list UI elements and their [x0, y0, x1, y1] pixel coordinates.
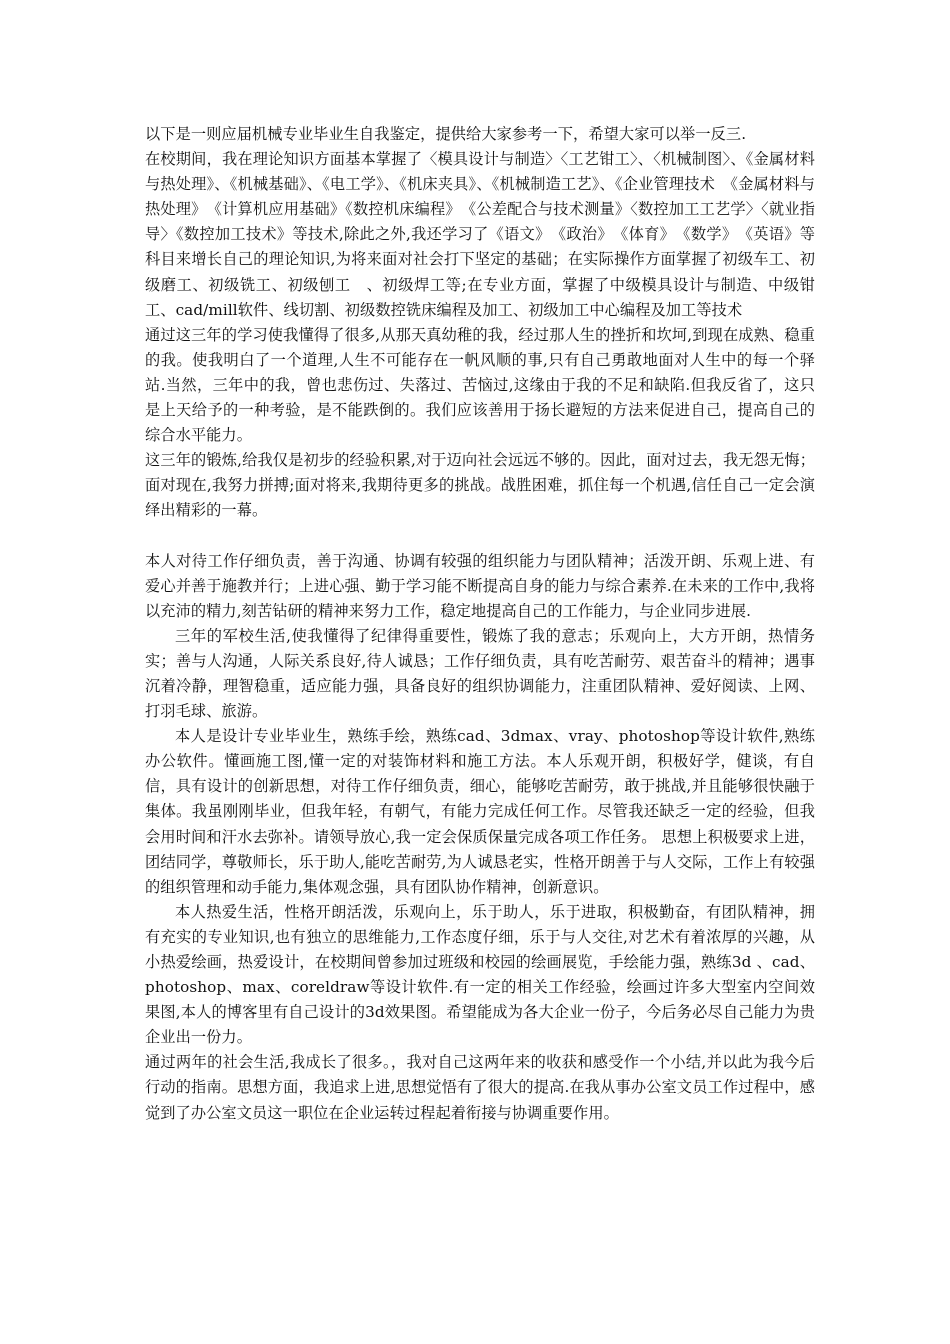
- document-page: [145, 122, 815, 1126]
- social-life-paragraph: 通过两年的社会生活,我成长了很多。，我对自己这两年来的收获和感受作一个小结,并以此为我今后行动的指南。思想方面，我追求上进,思想觉悟有了很大的提高.在我从事办公室文员工作过程中，感觉到了办公室文员这一职位在企业运转过程起着衔接与协调重要作用。: [145, 1053, 815, 1122]
- military-school-paragraph: 三年的军校生活,使我懂得了纪律得重要性，锻炼了我的意志；乐观向上，大方开朗，热情务实；善与人沟通，人际关系良好,待人诚恳；工作仔细负责，具有吃苦耐劳、艰苦奋斗的精神；遇事沉着冷静，理智稳重，适应能力强，具备良好的组织协调能力，注重团队精神、爱好阅读、上网、打羽毛球、旅游。: [145, 626, 815, 721]
- blank-line: [145, 524, 815, 549]
- work-attitude-paragraph: 本人对待工作仔细负责，善于沟通、协调有较强的组织能力与团队精神；活泼开朗、乐观上进、有爱心并善于施教并行；上进心强、勤于学习能不断提高自身的能力与综合素养.在未来的工作中,我将以充沛的精力,刻苦钻研的精神来努力工作，稳定地提高自己的工作能力，与企业同步进展.: [145, 551, 815, 620]
- study-paragraph: 在校期间，我在理论知识方面基本掌握了〈模具设计与制造〉〈工艺钳工〉、〈机械制图〉、《金属材料与热处理》、《机械基础》、《电工学》、《机床夹具》、《机械制造工艺》、《企业管理技术 《金属材料与热处理》 《计算机应用基础》《数控机床编程》 《公差配合与技术测量》〈数控加工工艺学〉〈就业指导〉《数控加工技术》等技术,除此之外,我还学习了《语文》 《政治》 《体育》 《数学》 《英语》等科目来增长自己的理论知识,为将来面对社会打下坚定的基础；在实际操作方面掌握了初级车工、初级磨工、初级铣工、初级刨工 、初级焊工等;在专业方面，掌握了中级模具设计与制造、中级钳工、cad/mill软件、线切割、初级数控铣床编程及加工、初级加工中心编程及加工等技术: [145, 150, 815, 319]
- intro-paragraph: 以下是一则应届机械专业毕业生自我鉴定，提供给大家参考一下，希望大家可以举一反三.: [145, 125, 747, 143]
- hobby-paragraph: 本人热爱生活，性格开朗活泼，乐观向上，乐于助人，乐于进取，积极勤奋，有团队精神，拥有充实的专业知识,也有独立的思维能力,工作态度仔细，乐于与人交往,对艺术有着浓厚的兴趣，从小热爱绘画，热爱设计，在校期间曾参加过班级和校园的绘画展览，手绘能力强，熟练3d 、cad、photoshop、max、coreldraw等设计软件.有一定的相关工作经验，绘画过许多大型室内空间效果图,本人的博客里有自己设计的3d效果图。希望能成为各大企业一份子，今后务必尽自己能力为贵企业出一份力。: [145, 902, 815, 1047]
- training-paragraph: 这三年的锻炼,给我仅是初步的经验积累,对于迈向社会远远不够的。因此，面对过去，我无怨无悔；面对现在,我努力拼搏;面对将来,我期待更多的挑战。战胜困难，抓住每一个机遇,信任自己一定会演绎出精彩的一幕。: [145, 451, 815, 520]
- growth-paragraph: 通过这三年的学习使我懂得了很多,从那天真幼稚的我，经过那人生的挫折和坎坷,到现在成熟、稳重的我。使我明白了一个道理,人生不可能存在一帆风顺的事,只有自己勇敢地面对人生中的每一个驿站.当然，三年中的我，曾也悲伤过、失落过、苦恼过,这缘由于我的不足和缺陷.但我反省了，这只是上天给予的一种考验，是不能跌倒的。我们应该善用于扬长避短的方法来促进自己，提高自己的综合水平能力。: [145, 325, 815, 445]
- design-graduate-paragraph: 本人是设计专业毕业生，熟练手绘，熟练cad、3dmax、vray、photoshop等设计软件,熟练办公软件。懂画施工图,懂一定的对装饰材料和施工方法。本人乐观开朗，积极好学，健谈，有自信，具有设计的创新思想，对待工作仔细负责，细心，能够吃苦耐劳，敢于挑战,并且能够很快融于集体。我虽刚刚毕业，但我年轻，有朝气，有能力完成任何工作。尽管我还缺乏一定的经验，但我会用时间和汗水去弥补。请领导放心,我一定会保质保量完成各项工作任务。 思想上积极要求上进，团结同学，尊敬师长，乐于助人,能吃苦耐劳,为人诚恳老实，性格开朗善于与人交际，工作上有较强的组织管理和动手能力,集体观念强，具有团队协作精神，创新意识。: [145, 727, 815, 896]
